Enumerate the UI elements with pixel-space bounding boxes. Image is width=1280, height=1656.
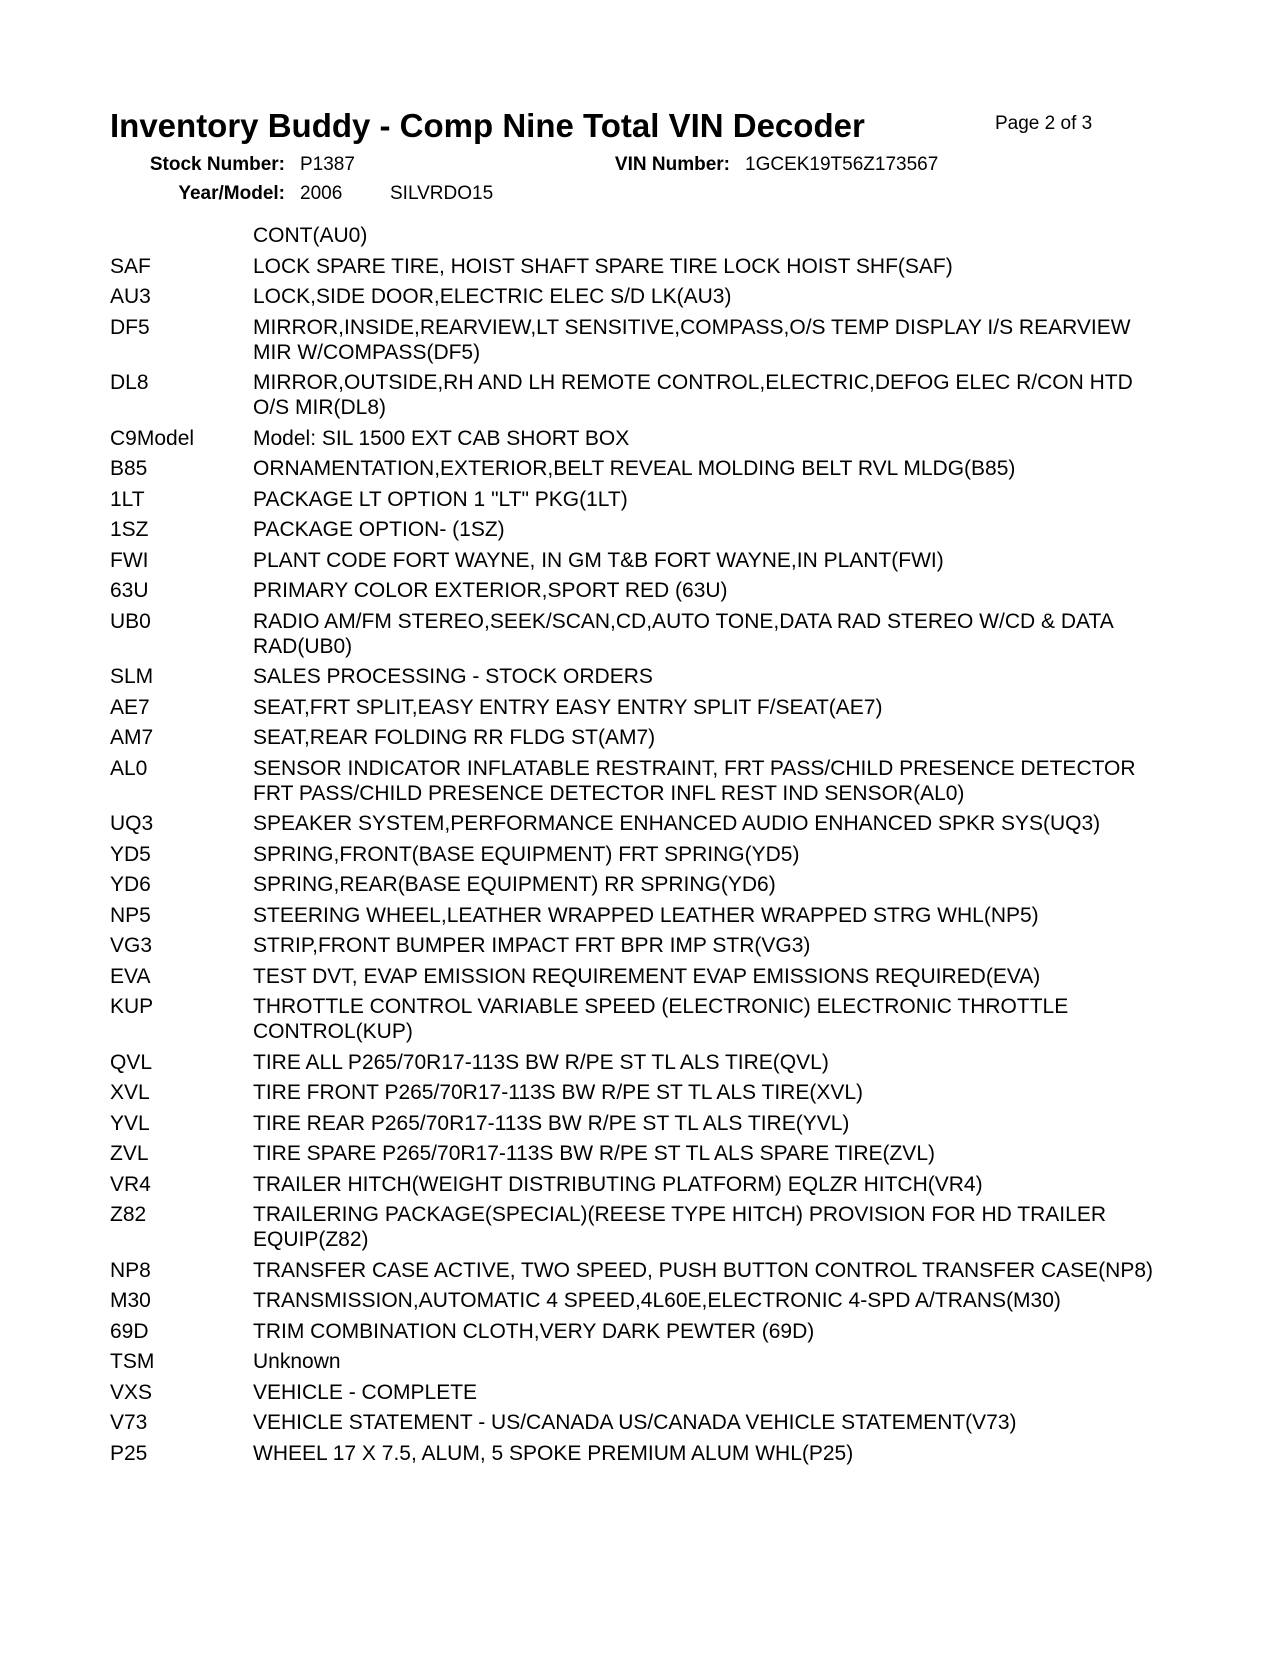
option-row: [110, 664, 1170, 689]
stock-number-value: P1387: [300, 154, 355, 175]
option-code: P25: [110, 1441, 148, 1465]
option-description: TRAILER HITCH(WEIGHT DISTRIBUTING PLATFORM) EQLZR HITCH(VR4): [253, 1172, 983, 1196]
option-row: [110, 933, 1170, 958]
model-value: SILVRDO15: [390, 183, 494, 204]
option-code: YVL: [110, 1111, 150, 1135]
option-row: [110, 903, 1170, 928]
option-code: SLM: [110, 665, 154, 688]
option-row: [110, 1319, 1170, 1344]
option-code: ZVL: [110, 1142, 149, 1165]
option-row: [110, 1141, 1170, 1166]
option-description: TIRE FRONT P265/70R17-113S BW R/PE ST TL ALS TIRE(XVL): [253, 1081, 864, 1104]
vin-number-label: VIN Number:: [614, 154, 730, 175]
option-description: TRANSFER CASE ACTIVE, TWO SPEED, PUSH BUTTON CONTROL TRANSFER CASE(NP8): [253, 1258, 1154, 1282]
option-description: VEHICLE - COMPLETE: [253, 1380, 478, 1404]
option-description: TIRE REAR P265/70R17-113S BW R/PE ST TL ALS TIRE(YVL): [253, 1111, 850, 1135]
option-row: [110, 872, 1170, 897]
option-code: XVL: [110, 1081, 150, 1104]
option-description: TRIM COMBINATION CLOTH,VERY DARK PEWTER (69D): [253, 1319, 815, 1343]
option-description: SPRING,FRONT(BASE EQUIPMENT) FRT SPRING(YD5): [253, 842, 800, 866]
option-code: V73: [110, 1411, 148, 1434]
option-row: [110, 426, 1170, 451]
option-row: [110, 1172, 1170, 1197]
option-code: VG3: [110, 934, 153, 957]
option-code: C9Model: [110, 426, 195, 450]
option-row: [110, 487, 1170, 512]
option-row: [110, 1258, 1170, 1283]
option-row: [110, 284, 1170, 309]
option-row: [110, 1080, 1170, 1105]
options-list: [110, 223, 1170, 1471]
option-code: VXS: [110, 1380, 153, 1404]
option-code: 1SZ: [110, 518, 149, 541]
option-code: SAF: [110, 254, 151, 278]
option-description: SPEAKER SYSTEM,PERFORMANCE ENHANCED AUDIO ENHANCED SPKR SYS(UQ3): [253, 812, 1101, 835]
year-value: 2006: [300, 183, 343, 204]
option-code: YD5: [110, 842, 151, 866]
option-description: SENSOR INDICATOR INFLATABLE RESTRAINT, FRT PASS/CHILD PRESENCE DETECTOR FRT PASS/CHILD PRESENCE DETECTOR INFL REST IND SENSOR(AL0): [253, 756, 1136, 805]
option-row: [110, 1111, 1170, 1136]
option-code: B85: [110, 457, 148, 480]
option-row: [110, 517, 1170, 542]
option-description: MIRROR,OUTSIDE,RH AND LH REMOTE CONTROL,ELECTRIC,DEFOG ELEC R/CON HTD O/S MIR(DL8): [253, 371, 1133, 419]
option-row: [110, 1050, 1170, 1075]
option-row: [110, 370, 1170, 420]
option-row: [110, 1441, 1170, 1466]
option-row: [110, 456, 1170, 481]
option-row: [110, 842, 1170, 867]
option-row: [110, 1349, 1170, 1374]
option-description: Model: SIL 1500 EXT CAB SHORT BOX: [253, 426, 630, 450]
option-description: MIRROR,INSIDE,REARVIEW,LT SENSITIVE,COMPASS,O/S TEMP DISPLAY I/S REARVIEW MIR W/COMPASS(DF5): [253, 315, 1131, 364]
option-code: UQ3: [110, 812, 154, 835]
option-row: [110, 756, 1170, 806]
option-code: AM7: [110, 726, 154, 749]
option-description: VEHICLE STATEMENT - US/CANADA US/CANADA VEHICLE STATEMENT(V73): [253, 1411, 1017, 1434]
option-code: UB0: [110, 609, 151, 633]
option-row: [110, 254, 1170, 279]
option-description: Unknown: [253, 1350, 341, 1373]
option-code: AL0: [110, 756, 148, 780]
option-row: [110, 1202, 1170, 1252]
option-row: [110, 994, 1170, 1044]
option-row: [110, 725, 1170, 750]
option-code: DL8: [110, 371, 149, 394]
option-code: EVA: [110, 964, 151, 988]
option-description: SEAT,FRT SPLIT,EASY ENTRY EASY ENTRY SPLIT F/SEAT(AE7): [253, 695, 883, 719]
option-description: SALES PROCESSING - STOCK ORDERS: [253, 665, 653, 688]
option-description: THROTTLE CONTROL VARIABLE SPEED (ELECTRONIC) ELECTRONIC THROTTLE CONTROL(KUP): [253, 995, 1069, 1043]
option-description: TIRE SPARE P265/70R17-113S BW R/PE ST TL ALS SPARE TIRE(ZVL): [253, 1142, 935, 1165]
option-code: 63U: [110, 579, 149, 602]
option-row: [110, 315, 1170, 365]
option-code: 69D: [110, 1319, 149, 1343]
option-row: [110, 811, 1170, 836]
option-code: AU3: [110, 285, 151, 308]
option-description: PRIMARY COLOR EXTERIOR,SPORT RED (63U): [253, 579, 728, 602]
option-description: PACKAGE OPTION- (1SZ): [253, 518, 505, 541]
option-description: PACKAGE LT OPTION 1 "LT" PKG(1LT): [253, 487, 628, 511]
option-description: WHEEL 17 X 7.5, ALUM, 5 SPOKE PREMIUM ALUM WHL(P25): [253, 1441, 854, 1465]
option-row: [110, 1288, 1170, 1313]
option-row: [110, 964, 1170, 989]
option-code: TSM: [110, 1350, 155, 1373]
vin-number-value: 1GCEK19T56Z173567: [745, 154, 939, 175]
option-description: LOCK,SIDE DOOR,ELECTRIC ELEC S/D LK(AU3): [253, 285, 732, 308]
page-title: Inventory Buddy - Comp Nine Total VIN Decoder: [110, 107, 865, 144]
option-code: Z82: [110, 1203, 147, 1226]
option-description: LOCK SPARE TIRE, HOIST SHAFT SPARE TIRE LOCK HOIST SHF(SAF): [253, 254, 953, 278]
option-description: SEAT,REAR FOLDING RR FLDG ST(AM7): [253, 726, 656, 749]
option-description: PLANT CODE FORT WAYNE, IN GM T&B FORT WAYNE,IN PLANT(FWI): [253, 548, 944, 572]
page-number: Page 2 of 3: [995, 113, 1093, 134]
option-description: TEST DVT, EVAP EMISSION REQUIREMENT EVAP EMISSIONS REQUIRED(EVA): [253, 964, 1041, 988]
option-row: [110, 223, 1170, 248]
option-row: [110, 1380, 1170, 1405]
option-code: NP5: [110, 903, 151, 927]
option-code: AE7: [110, 695, 150, 719]
option-row: [110, 548, 1170, 573]
stock-number-label: Stock Number:: [149, 154, 285, 175]
option-description: CONT(AU0): [253, 224, 368, 247]
option-code: DF5: [110, 315, 150, 339]
option-code: M30: [110, 1289, 151, 1312]
year-model-label: Year/Model:: [178, 183, 285, 204]
option-code: VR4: [110, 1172, 151, 1196]
option-code: YD6: [110, 873, 151, 896]
option-description: RADIO AM/FM STEREO,SEEK/SCAN,CD,AUTO TONE,DATA RAD STEREO W/CD & DATA RAD(UB0): [253, 609, 1113, 658]
option-description: TIRE ALL P265/70R17-113S BW R/PE ST TL ALS TIRE(QVL): [253, 1050, 829, 1074]
option-code: 1LT: [110, 487, 145, 511]
option-row: [110, 1410, 1170, 1435]
option-description: ORNAMENTATION,EXTERIOR,BELT REVEAL MOLDING BELT RVL MLDG(B85): [253, 457, 1016, 480]
option-row: [110, 609, 1170, 659]
option-description: TRANSMISSION,AUTOMATIC 4 SPEED,4L60E,ELECTRONIC 4-SPD A/TRANS(M30): [253, 1289, 1061, 1312]
option-description: STEERING WHEEL,LEATHER WRAPPED LEATHER WRAPPED STRG WHL(NP5): [253, 903, 1039, 927]
option-code: KUP: [110, 995, 154, 1018]
option-code: FWI: [110, 548, 149, 572]
option-description: TRAILERING PACKAGE(SPECIAL)(REESE TYPE HITCH) PROVISION FOR HD TRAILER EQUIP(Z82): [253, 1203, 1106, 1251]
option-row: [110, 695, 1170, 720]
option-code: NP8: [110, 1258, 151, 1282]
option-row: [110, 578, 1170, 603]
option-description: SPRING,REAR(BASE EQUIPMENT) RR SPRING(YD6): [253, 873, 776, 896]
option-description: STRIP,FRONT BUMPER IMPACT FRT BPR IMP STR(VG3): [253, 934, 811, 957]
option-code: QVL: [110, 1050, 153, 1074]
